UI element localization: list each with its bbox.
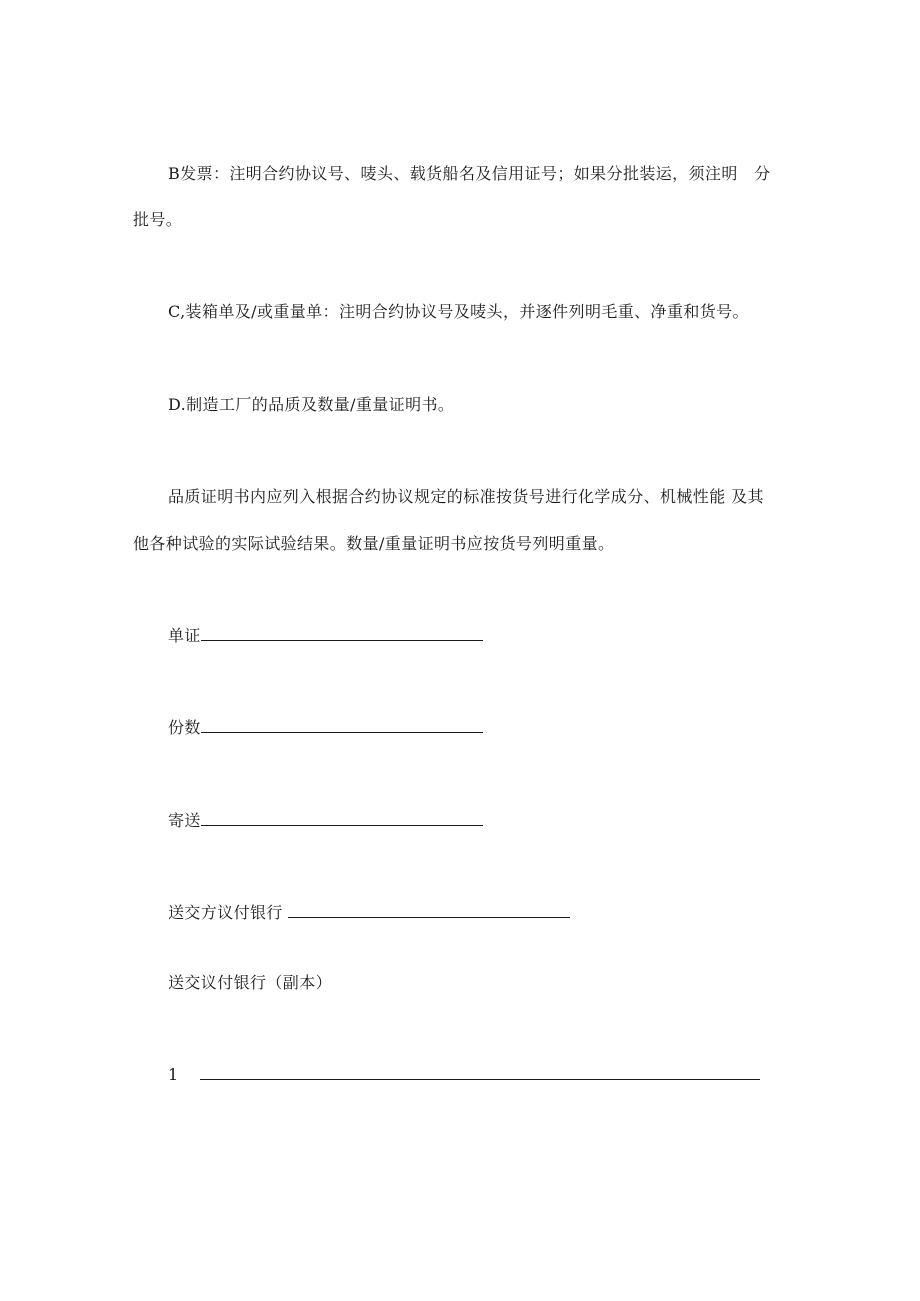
copies-label: 份数	[168, 718, 201, 737]
paragraph-quality-line-2: 他各种试验的实际试验结果。数量/重量证明书应按货号列明重量。	[133, 534, 615, 553]
field-deliver-bank	[168, 903, 570, 923]
field-documents	[168, 626, 483, 646]
documents-label: 单证	[168, 626, 201, 645]
item-number: 1	[168, 1065, 179, 1084]
item-1-blank[interactable]	[200, 1065, 760, 1080]
deliver-bank-copy-label: 送交议付银行（副本）	[168, 973, 333, 992]
field-copies	[168, 718, 483, 738]
deliver-bank-label: 送交方议付银行	[168, 903, 283, 922]
documents-blank[interactable]	[201, 626, 483, 641]
paragraph-c: C,装箱单及/或重量单：注明合约协议号及唛头，并逐件列明毛重、净重和货号。	[168, 302, 749, 321]
copies-blank[interactable]	[201, 718, 483, 733]
paragraph-b-line-2: 批号。	[133, 210, 183, 229]
send-label: 寄送	[168, 811, 201, 830]
field-send	[168, 811, 483, 831]
paragraph-d: D.制造工厂的品质及数量/重量证明书。	[168, 395, 455, 414]
send-blank[interactable]	[201, 811, 483, 826]
field-item-1	[168, 1065, 760, 1085]
paragraph-quality-line-1: 品质证明书内应列入根据合约协议规定的标准按货号进行化学成分、机械性能 及其	[168, 487, 764, 506]
paragraph-b-line-1: B发票：注明合约协议号、唛头、载货船名及信用证号；如果分批装运，须注明 分	[168, 164, 771, 183]
deliver-bank-blank[interactable]	[288, 903, 570, 918]
